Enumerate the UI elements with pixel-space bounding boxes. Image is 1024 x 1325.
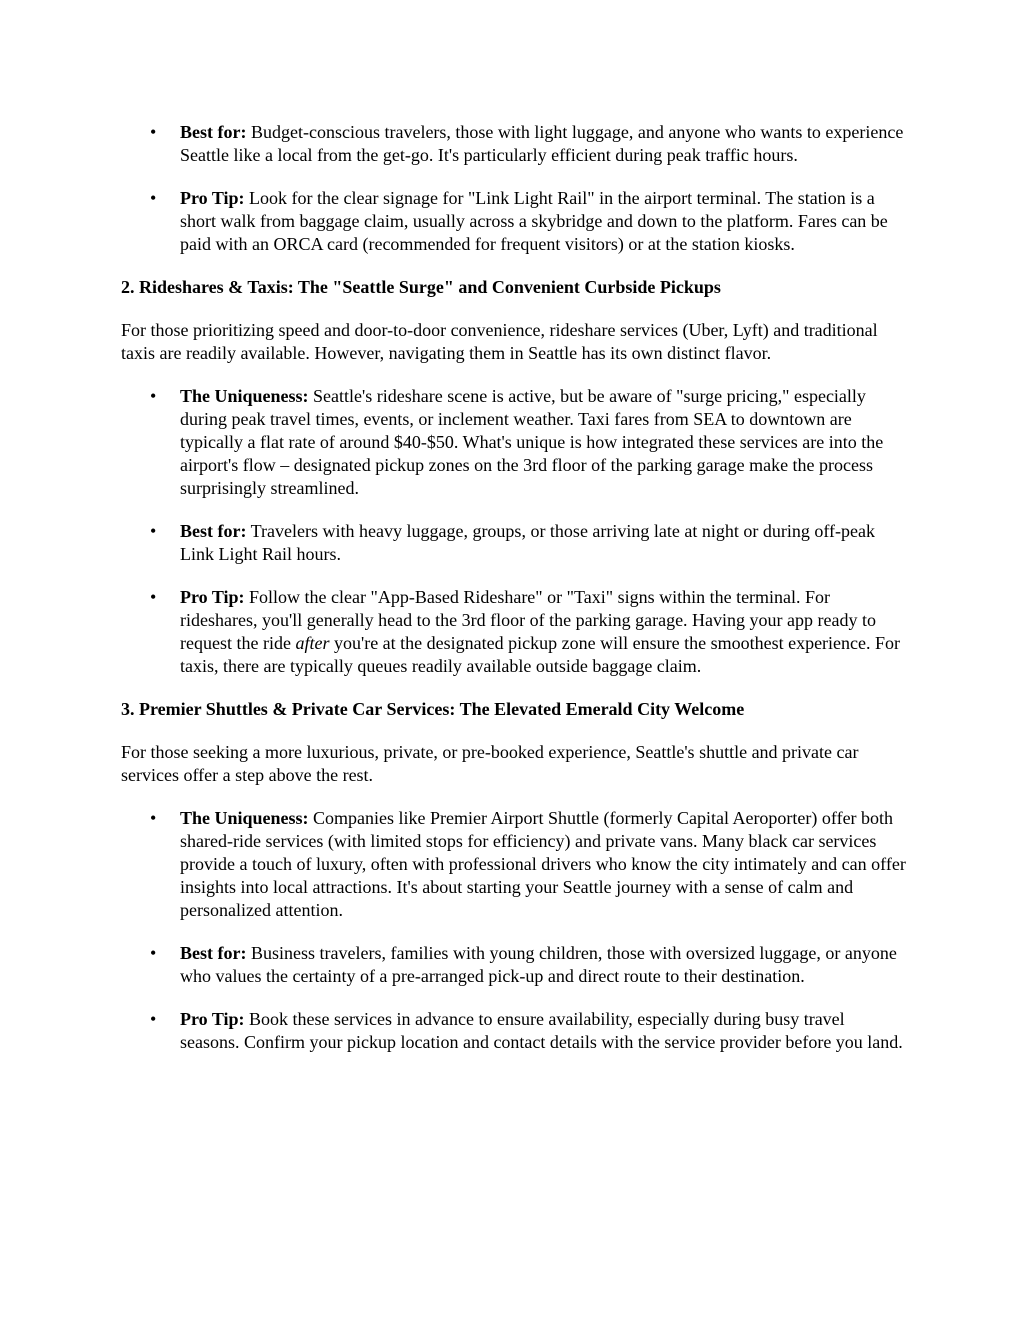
item-lead: The Uniqueness: — [180, 808, 309, 828]
item-text: Business travelers, families with young children, those with oversized luggage, or anyone who values the certainty of a pre-arranged pick-up and direct route to their destination. — [180, 943, 897, 986]
list-item — [121, 586, 906, 678]
section-intro: For those prioritizing speed and door-to-door convenience, rideshare services (Uber, Lyft) and traditional taxis are readily available. However, navigating them in Seattle has its own distinct flavor. — [121, 320, 878, 363]
item-text: Companies like Premier Airport Shuttle (formerly Capital Aeroporter) offer both shared-ride services (with limited stops for efficiency) and private vans. Many black car services provide a touch of luxury, often with professional drivers who know the city intimately and can offer insights into local attractions. It's about starting your Seattle journey with a sense of calm and personalized attention. — [180, 808, 906, 920]
bullet-icon: • — [150, 521, 157, 541]
item-lead: Best for: — [180, 943, 247, 963]
item-emphasis: after — [295, 633, 330, 653]
item-lead: Pro Tip: — [180, 188, 245, 208]
list-item — [121, 385, 906, 500]
item-lead: The Uniqueness: — [180, 386, 309, 406]
item-text: you're at the designated pickup zone will ensure the smoothest experience. For taxis, there are typically queues readily available outside baggage claim. — [180, 633, 901, 676]
item-lead: Pro Tip: — [180, 587, 245, 607]
section-heading: 2. Rideshares & Taxis: The "Seattle Surge" and Convenient Curbside Pickups — [121, 277, 721, 297]
bullet-icon: • — [150, 808, 157, 828]
item-text: Look for the clear signage for "Link Light Rail" in the airport terminal. The station is a short walk from baggage claim, usually across a skybridge and down to the platform. Fares can be paid with an ORCA card (recommended for frequent visitors) or at the station kiosks. — [180, 188, 888, 254]
list-item — [121, 1008, 906, 1054]
section-heading: 3. Premier Shuttles & Private Car Services: The Elevated Emerald City Welcome — [121, 699, 745, 719]
bullet-icon: • — [150, 122, 157, 142]
item-lead: Best for: — [180, 122, 247, 142]
item-text: Book these services in advance to ensure availability, especially during busy travel seasons. Confirm your pickup location and contact details with the service provider before you land. — [180, 1009, 903, 1052]
section3-bullet-list — [121, 807, 906, 1054]
document-page — [121, 121, 906, 1074]
bullet-icon: • — [150, 1009, 157, 1029]
bullet-icon: • — [150, 188, 157, 208]
item-lead: Pro Tip: — [180, 1009, 245, 1029]
list-item — [121, 942, 906, 988]
section-intro: For those seeking a more luxurious, private, or pre-booked experience, Seattle's shuttle and private car services offer a step above the rest. — [121, 742, 859, 785]
list-item — [121, 520, 906, 566]
item-text: Travelers with heavy luggage, groups, or those arriving late at night or during off-peak Link Light Rail hours. — [180, 521, 876, 564]
list-item — [121, 807, 906, 922]
section2-bullet-list — [121, 385, 906, 678]
list-item — [121, 121, 906, 167]
item-text: Seattle's rideshare scene is active, but be aware of "surge pricing," especially during peak travel times, events, or inclement weather. Taxi fares from SEA to downtown are typically a flat rate of around $40-$50. What's unique is how integrated these services are into the airport's flow – designated pickup zones on the 3rd floor of the parking garage make the process surprisingly streamlined. — [180, 386, 884, 498]
bullet-icon: • — [150, 587, 157, 607]
section1-bullet-list — [121, 121, 906, 256]
bullet-icon: • — [150, 386, 157, 406]
item-text: Budget-conscious travelers, those with light luggage, and anyone who wants to experience Seattle like a local from the get-go. It's particularly efficient during peak traffic hours. — [180, 122, 904, 165]
bullet-icon: • — [150, 943, 157, 963]
list-item — [121, 187, 906, 256]
item-text: Follow the clear "App-Based Rideshare" or "Taxi" signs within the terminal. For rideshares, you'll generally head to the 3rd floor of the parking garage. Having your app ready to request the ride — [180, 587, 877, 653]
item-lead: Best for: — [180, 521, 247, 541]
